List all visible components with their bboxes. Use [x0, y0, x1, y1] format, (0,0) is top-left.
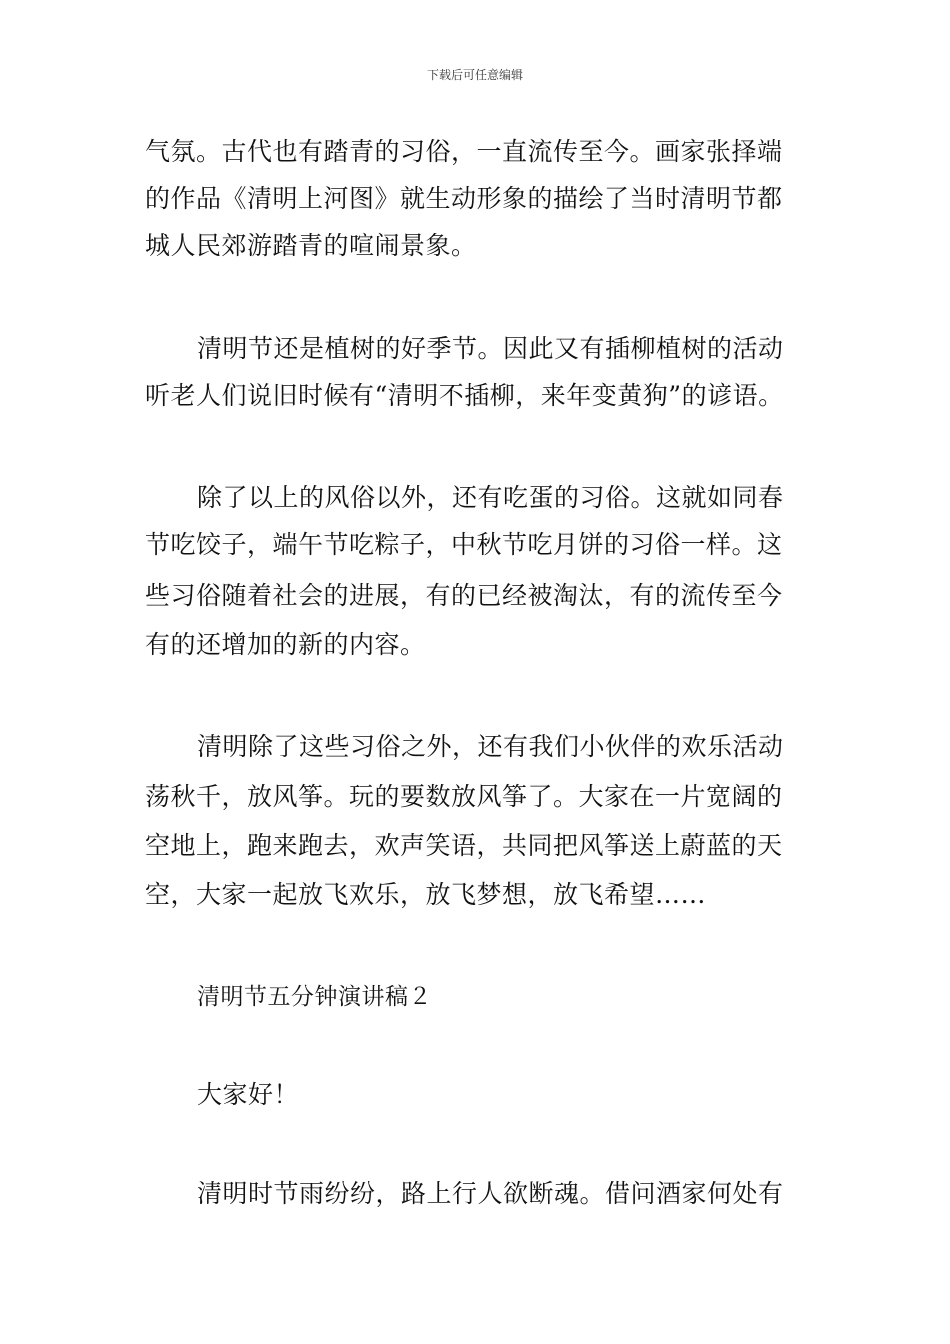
paragraph-2-line-1: 清明节还是植树的好季节。因此又有插柳植树的活动 — [197, 334, 784, 363]
paragraph-4-line-2: 荡秋千，放风筝。玩的要数放风筝了。大家在一片宽阔的 — [145, 782, 783, 811]
paragraph-1-line-2: 的作品《清明上河图》就生动形象的描绘了当时清明节都 — [145, 184, 783, 213]
paragraph-3-line-1: 除了以上的风俗以外，还有吃蛋的习俗。这就如同春 — [197, 483, 784, 512]
paragraph-3-line-2: 节吃饺子，端午节吃粽子，中秋节吃月饼的习俗一样。这 — [145, 530, 783, 559]
section-title: 清明节五分钟演讲稿２ — [197, 984, 432, 1010]
page-header: 下载后可任意编辑 — [426, 68, 523, 82]
paragraph-3-line-3: 些习俗随着社会的进展，有的已经被淘汰，有的流传至今 — [145, 581, 783, 610]
paragraph-4-line-1: 清明除了这些习俗之外，还有我们小伙伴的欢乐活动 — [197, 732, 784, 761]
paragraph-4-line-4: 空，大家一起放飞欢乐，放飞梦想，放飞希望…… — [145, 880, 707, 909]
opening-line: 清明时节雨纷纷，路上行人欲断魂。借问酒家何处有 — [197, 1179, 784, 1208]
paragraph-2-line-2: 听老人们说旧时候有“清明不插柳，来年变黄狗”的谚语。 — [145, 381, 784, 410]
greeting: 大家好！ — [197, 1080, 300, 1109]
paragraph-4-line-3: 空地上，跑来跑去，欢声笑语，共同把风筝送上蔚蓝的天 — [145, 831, 783, 860]
paragraph-1-line-1: 气氛。古代也有踏青的习俗，一直流传至今。画家张择端 — [145, 137, 783, 166]
paragraph-1-line-3: 城人民郊游踏青的喧闹景象。 — [145, 231, 477, 260]
paragraph-3-line-4: 有的还增加的新的内容。 — [145, 630, 426, 659]
